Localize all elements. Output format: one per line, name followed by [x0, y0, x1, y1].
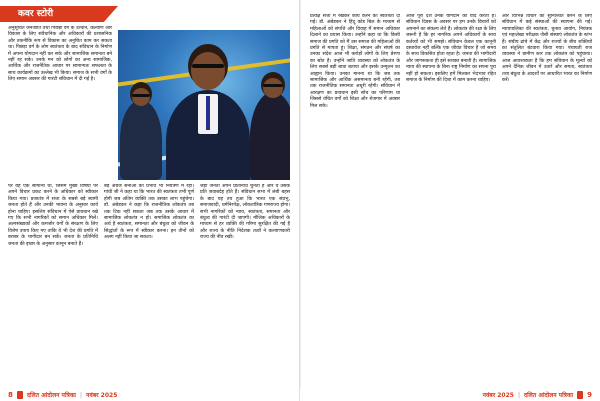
ambedkar-photo-collage — [118, 30, 290, 180]
body-column: पर यह एक सामान्य था, जिसमें मुख्य विषयों पर अपने विचार प्रकट करने के अधिकार को स्वीकार किया गया। प्रजातंत्र में सत्ता के सबसे बड़े स्वामी जनता होते हैं और उनकी भावना के अनुसार कार्य होना चाहिए। इसलिए संविधान में ऐसे प्रावधान रखे गए कि सभी नागरिकों को समान अधिकार मिलें। अल्पसंख्यकों और कमजोर वर्गों के संरक्षण के लिए विशेष उपाय किए गए ताकि वे भी देश की प्रगति में बराबर के भागीदार बन सकें। जनता के प्रतिनिधि जनता की इच्छा के अनुसार कानून बनाते हैं। — [8, 184, 98, 247]
intro-text: अनुसूचित जनजाति तथा पिछड़ा वर्ग के उत्थान, कल्याण और विकास के लिए संवैधानिक और अधिकारों की प्रशासनिक और तकनीकि रूप से विकास का अनुचित काम कर सकता था। पिछड़ा वर्ग के लोग स्वतंत्रता के बाद संविधान के निर्माण में अपना योगदान नहीं कर सके और सामाजिक समानता बने नहीं रह सके। उनके मन को लोगों का अन्य सामाजिक, आर्थिक और राजनैतिक आधार पर सामान्यतः सफलता के साथ कार्यक्रमों का उल्लेख भी किया। समाज के सभी वर्गों के लिए समान अवसर की गारंटी संविधान में दी गई है। — [8, 26, 112, 83]
page-number: 9 — [587, 391, 592, 399]
portrait-glasses-center — [192, 64, 224, 68]
portrait-face — [263, 78, 283, 98]
right-footer — [300, 389, 600, 401]
portrait-face — [132, 88, 150, 106]
right-body-columns — [310, 14, 592, 386]
section-title: कवर स्टोरी — [18, 9, 54, 19]
upper-section — [8, 26, 290, 178]
portrait-figure — [250, 92, 290, 180]
body-column: प्रत्यक्ष सत्ता में रखकर कार्य करने की स्वतंत्रता दी गई। डॉ. अंबेडकर ने हिंदू कोड बिल के माध्यम से महिलाओं को संपत्ति और विवाह में समान अधिकार दिलाने का प्रयास किया। उन्होंने कहा था कि किसी समाज की प्रगति को मैं उस समाज की महिलाओं की प्रगति से मापता हूं। शिक्षा, संगठन और संघर्ष का उनका संदेश आज भी करोड़ों लोगों के लिए प्रेरणा का स्रोत है। उन्होंने जाति व्यवस्था को लोकतंत्र के लिए सबसे बड़ी बाधा बताया और इसके उन्मूलन का आह्वान किया। उनका मानना था कि जब तक सामाजिक और आर्थिक असमानता बनी रहेगी, तब तक राजनीतिक समानता अधूरी रहेगी। संविधान में आरक्षण का प्रावधान इसी सोच का परिणाम था जिससे वंचित वर्गों को शिक्षा और रोजगार में अवसर मिल सके। — [310, 14, 400, 109]
section-banner — [0, 6, 118, 22]
body-column: और विभिन्न विचार को सुनिश्चित करने के लिए संविधान में कई संस्थाओं की स्थापना की गई। न्यायपालिका की स्वतंत्रता, चुनाव आयोग, नियंत्रक एवं महालेखा परीक्षक जैसी संस्थाएं लोकतंत्र के स्तंभ हैं। संघीय ढांचे में केंद्र और राज्यों के बीच शक्तियों का संतुलित बंटवारा किया गया। पंचायती राज व्यवस्था ने ग्रामीण स्तर तक लोकतंत्र को पहुंचाया। आज आवश्यकता है कि हम संविधान के मूल्यों को अपने दैनिक जीवन में उतारें और समता, स्वतंत्रता तथा बंधुत्व के आदर्शों पर आधारित भारत का निर्माण करें। — [502, 14, 592, 84]
body-column: जहां जनता अपने प्रतिनिधि चुनती है और वे उसके प्रति जवाबदेह होते हैं। संविधान सभा में लंबी बहस के बाद यह तय हुआ कि भारत एक संप्रभु, समाजवादी, धर्मनिरपेक्ष, लोकतांत्रिक गणराज्य होगा। सभी नागरिकों को न्याय, स्वतंत्रता, समानता और बंधुत्व की गारंटी दी जाएगी। मौलिक अधिकारों के माध्यम से हर व्यक्ति की गरिमा सुरक्षित की गई है और राज्य के नीति निदेशक तत्वों ने कल्याणकारी राज्य की नींव रखी। — [200, 184, 290, 241]
footer-bar — [577, 391, 583, 399]
body-column: आज पूरा देश उनके योगदान को याद करता है। संविधान दिवस के अवसर पर हम उनके विचारों को अपनाने का संकल्प लेते हैं। लोकतंत्र की रक्षा के लिए जरूरी है कि हर नागरिक अपने अधिकारों के साथ कर्तव्यों को भी समझे। संविधान केवल एक कानूनी दस्तावेज नहीं बल्कि एक जीवंत विचार है जो समय के साथ विकसित होता रहता है। जनता की भागीदारी और जागरूकता ही इसे सशक्त बनाती है। सामाजिक न्याय की स्थापना के बिना राष्ट्र निर्माण का सपना पूरा नहीं हो सकता। इसलिए हमें मिलकर भेदभाव रहित समाज के निर्माण की दिशा में काम करना चाहिए। — [406, 14, 496, 84]
footer-separator: | — [80, 391, 83, 399]
footer-separator: | — [517, 391, 520, 399]
left-footer — [0, 389, 300, 401]
portrait-figure — [120, 100, 162, 180]
portrait-glasses — [263, 84, 283, 87]
magazine-name: दलित आंदोलन पत्रिका — [524, 392, 574, 399]
page-number: 8 — [8, 391, 13, 399]
portrait-tie — [206, 96, 210, 130]
portrait-face-center — [191, 52, 225, 90]
left-body-columns — [8, 184, 290, 390]
body-column: बड़े अंग्रेज सेनाओं का प्रभाव भी नियंत्रण में रहा। गांधी जी ने कहा था कि भारत की स्वतंत्रता तभी पूर्ण होगी जब अंतिम व्यक्ति तक उसका लाभ पहुंचेगा। डॉ. अंबेडकर ने कहा कि राजनीतिक लोकतंत्र तब तक टिक नहीं सकता जब तक उसके आधार में सामाजिक लोकतंत्र न हो। समाजिक लोकतंत्र का अर्थ है स्वतंत्रता, समानता और बंधुत्व को जीवन के सिद्धांतों के रूप में स्वीकार करना। इन तीनों को अलग नहीं किया जा सकता। — [104, 184, 194, 241]
issue-month: नवंबर 2025 — [86, 392, 118, 399]
portrait-glasses — [132, 94, 150, 97]
footer-bar — [17, 391, 23, 399]
right-page — [300, 0, 600, 401]
magazine-name: दलित आंदोलन पत्रिका — [26, 392, 76, 399]
issue-month: नवंबर 2025 — [482, 392, 514, 399]
